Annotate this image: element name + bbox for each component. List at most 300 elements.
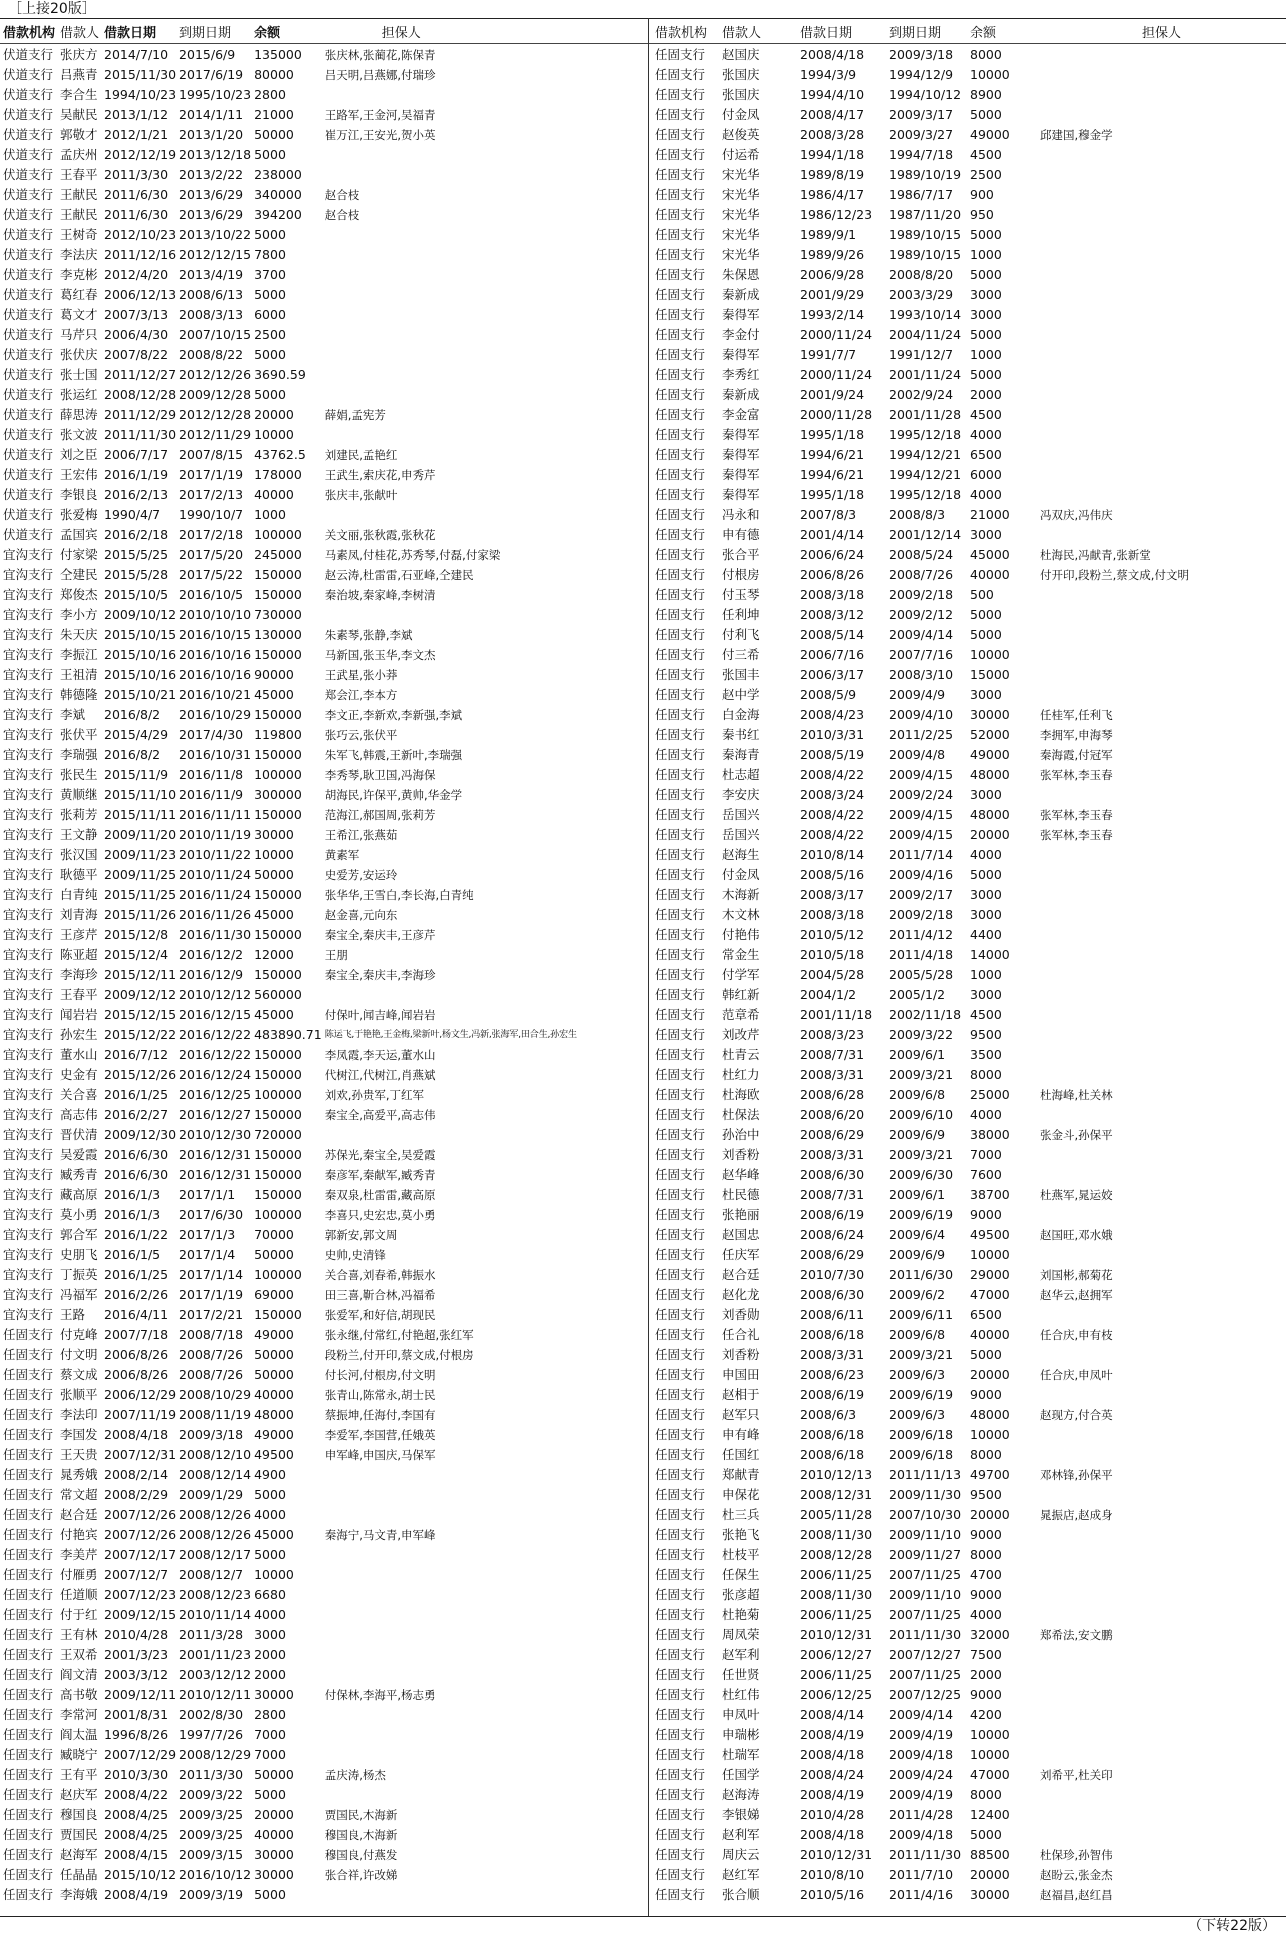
table-row bbox=[0, 1185, 662, 1205]
cell-guarantor: 张庆林,张蔺花,陈保青 bbox=[324, 48, 436, 62]
cell-loan-date: 2015/12/11 bbox=[104, 967, 177, 982]
cell-lender: 任固支行 bbox=[655, 1487, 706, 1502]
table-row bbox=[0, 1025, 662, 1045]
cell-loan-date: 2015/5/25 bbox=[104, 547, 169, 562]
cell-lender: 任固支行 bbox=[655, 787, 706, 802]
cell-lender: 任固支行 bbox=[655, 667, 706, 682]
table-row bbox=[0, 1685, 662, 1705]
table-row bbox=[0, 1445, 662, 1465]
cell-balance: 5000 bbox=[254, 1787, 286, 1802]
cell-loan-date: 2006/12/27 bbox=[800, 1647, 873, 1662]
cell-balance: 6000 bbox=[970, 467, 1002, 482]
cell-due-date: 2007/7/16 bbox=[889, 647, 954, 662]
cell-guarantor bbox=[322, 1625, 662, 1645]
cell-borrower: 任利坤 bbox=[722, 607, 760, 622]
table-row bbox=[652, 1605, 1286, 1625]
cell-guarantor bbox=[322, 1485, 662, 1505]
table-row bbox=[0, 925, 662, 945]
cell-borrower: 任国学 bbox=[722, 1767, 760, 1782]
cell-balance: 8900 bbox=[970, 87, 1002, 102]
cell-balance: 3000 bbox=[970, 787, 1002, 802]
header-loan-date: 借款日期 bbox=[104, 26, 157, 41]
cell-due-date: 2016/12/15 bbox=[179, 1007, 252, 1022]
cell-lender: 任固支行 bbox=[655, 1507, 706, 1522]
cell-guarantor bbox=[1022, 1745, 1286, 1765]
cell-loan-date: 2006/6/24 bbox=[800, 547, 865, 562]
cell-lender: 伏道支行 bbox=[3, 347, 54, 362]
cell-borrower: 关合喜 bbox=[60, 1087, 98, 1102]
cell-balance: 4400 bbox=[970, 927, 1002, 942]
cell-due-date: 1986/7/17 bbox=[889, 187, 954, 202]
cell-loan-date: 2008/6/19 bbox=[800, 1207, 865, 1222]
table-row bbox=[652, 1105, 1286, 1125]
cell-due-date: 2016/11/26 bbox=[179, 907, 252, 922]
cell-guarantor: 张爱军,和好信,胡现民 bbox=[324, 1308, 436, 1322]
cell-balance: 5000 bbox=[970, 867, 1002, 882]
table-row bbox=[0, 1785, 662, 1805]
continued-on-note: （下转22版） bbox=[1188, 1918, 1276, 1934]
cell-loan-date: 2008/4/14 bbox=[800, 1707, 865, 1722]
cell-borrower: 阎文清 bbox=[60, 1667, 98, 1682]
table-row bbox=[0, 1645, 662, 1665]
table-row bbox=[652, 185, 1286, 205]
cell-lender: 伏道支行 bbox=[3, 247, 54, 262]
table-row bbox=[652, 1245, 1286, 1265]
cell-due-date: 2010/11/19 bbox=[179, 827, 252, 842]
cell-lender: 宜沟支行 bbox=[3, 987, 54, 1002]
cell-guarantor bbox=[1022, 845, 1286, 865]
table-row bbox=[0, 405, 662, 425]
cell-due-date: 2009/4/15 bbox=[889, 827, 954, 842]
cell-loan-date: 2008/3/12 bbox=[800, 607, 865, 622]
cell-lender: 宜沟支行 bbox=[3, 867, 54, 882]
cell-balance: 1000 bbox=[970, 967, 1002, 982]
cell-borrower: 白青纯 bbox=[60, 887, 98, 902]
table-row bbox=[652, 625, 1286, 645]
cell-guarantor bbox=[322, 1605, 662, 1625]
table-row bbox=[652, 1745, 1286, 1765]
cell-lender: 宜沟支行 bbox=[3, 1087, 54, 1102]
cell-loan-date: 2008/4/18 bbox=[800, 47, 865, 62]
cell-lender: 任固支行 bbox=[655, 267, 706, 282]
cell-loan-date: 2007/12/31 bbox=[104, 1447, 177, 1462]
cell-balance: 150000 bbox=[254, 1067, 302, 1082]
cell-lender: 宜沟支行 bbox=[3, 1267, 54, 1282]
cell-lender: 任固支行 bbox=[655, 427, 706, 442]
cell-lender: 任固支行 bbox=[655, 1887, 706, 1902]
cell-due-date: 2009/3/15 bbox=[179, 1847, 244, 1862]
cell-balance: 10000 bbox=[254, 1567, 294, 1582]
cell-due-date: 2016/10/16 bbox=[179, 667, 252, 682]
cell-due-date: 2010/11/14 bbox=[179, 1607, 252, 1622]
cell-due-date: 2009/6/1 bbox=[889, 1187, 946, 1202]
cell-loan-date: 2008/4/23 bbox=[800, 707, 865, 722]
cell-guarantor bbox=[1022, 885, 1286, 905]
cell-due-date: 2017/2/18 bbox=[179, 527, 244, 542]
cell-loan-date: 2015/10/15 bbox=[104, 627, 177, 642]
cell-guarantor: 张军林,李玉春 bbox=[1040, 828, 1113, 842]
cell-lender: 任固支行 bbox=[655, 1267, 706, 1282]
cell-balance: 5000 bbox=[254, 1887, 286, 1902]
table-row bbox=[652, 1625, 1286, 1645]
table-row bbox=[0, 1325, 662, 1345]
cell-due-date: 2013/4/19 bbox=[179, 267, 244, 282]
cell-balance: 48000 bbox=[970, 1407, 1010, 1422]
cell-due-date: 1989/10/15 bbox=[889, 247, 962, 262]
cell-loan-date: 2008/6/11 bbox=[800, 1307, 865, 1322]
cell-guarantor: 穆国良,木海新 bbox=[324, 1828, 398, 1842]
table-row bbox=[652, 845, 1286, 865]
cell-balance: 6500 bbox=[970, 1307, 1002, 1322]
cell-guarantor bbox=[1022, 625, 1286, 645]
cell-guarantor bbox=[1022, 1025, 1286, 1045]
cell-loan-date: 2008/4/19 bbox=[800, 1727, 865, 1742]
cell-loan-date: 2010/4/28 bbox=[800, 1807, 865, 1822]
cell-due-date: 2005/5/28 bbox=[889, 967, 954, 982]
cell-borrower: 蔡文成 bbox=[60, 1367, 98, 1382]
cell-guarantor: 张巧云,张伏平 bbox=[324, 728, 398, 742]
cell-borrower: 李法庆 bbox=[60, 247, 98, 262]
cell-loan-date: 2008/6/3 bbox=[800, 1407, 857, 1422]
cell-lender: 任固支行 bbox=[655, 1867, 706, 1882]
cell-loan-date: 2006/4/30 bbox=[104, 327, 169, 342]
cell-balance: 52000 bbox=[970, 727, 1010, 742]
cell-loan-date: 2016/1/19 bbox=[104, 467, 169, 482]
cell-due-date: 2016/10/15 bbox=[179, 627, 252, 642]
cell-lender: 宜沟支行 bbox=[3, 1287, 54, 1302]
table-row bbox=[0, 1745, 662, 1765]
cell-guarantor: 张华华,王雪白,李长海,白青纯 bbox=[324, 888, 474, 902]
cell-loan-date: 1991/7/7 bbox=[800, 347, 857, 362]
table-row bbox=[652, 965, 1286, 985]
cell-balance: 150000 bbox=[254, 647, 302, 662]
cell-guarantor bbox=[322, 1745, 662, 1765]
cell-loan-date: 2008/3/28 bbox=[800, 127, 865, 142]
cell-guarantor: 孟庆涛,杨杰 bbox=[324, 1768, 386, 1782]
table-row bbox=[652, 1285, 1286, 1305]
cell-due-date: 2016/12/22 bbox=[179, 1027, 252, 1042]
cell-due-date: 2009/6/18 bbox=[889, 1427, 954, 1442]
cell-balance: 20000 bbox=[970, 827, 1010, 842]
cell-loan-date: 1990/4/7 bbox=[104, 507, 161, 522]
cell-lender: 任固支行 bbox=[655, 247, 706, 262]
cell-balance: 3000 bbox=[970, 907, 1002, 922]
header-borrower: 借款人 bbox=[722, 26, 762, 41]
table-row bbox=[652, 565, 1286, 585]
cell-due-date: 2009/3/25 bbox=[179, 1807, 244, 1822]
cell-lender: 任固支行 bbox=[655, 967, 706, 982]
cell-balance: 9000 bbox=[970, 1387, 1002, 1402]
cell-borrower: 张顺平 bbox=[60, 1387, 98, 1402]
cell-lender: 任固支行 bbox=[655, 127, 706, 142]
cell-borrower: 杜艳菊 bbox=[722, 1607, 760, 1622]
table-row bbox=[652, 1205, 1286, 1225]
cell-lender: 宜沟支行 bbox=[3, 727, 54, 742]
cell-lender: 伏道支行 bbox=[3, 307, 54, 322]
cell-lender: 任固支行 bbox=[655, 227, 706, 242]
cell-loan-date: 2007/3/13 bbox=[104, 307, 169, 322]
cell-lender: 任固支行 bbox=[655, 1187, 706, 1202]
cell-guarantor bbox=[1022, 1005, 1286, 1025]
cell-lender: 任固支行 bbox=[655, 327, 706, 342]
cell-lender: 任固支行 bbox=[655, 847, 706, 862]
cell-balance: 130000 bbox=[254, 627, 302, 642]
cell-guarantor: 秦双泉,杜雷雷,藏高原 bbox=[324, 1188, 436, 1202]
cell-lender: 伏道支行 bbox=[3, 507, 54, 522]
cell-balance: 30000 bbox=[970, 707, 1010, 722]
table-row bbox=[0, 745, 662, 765]
cell-due-date: 1994/12/9 bbox=[889, 67, 954, 82]
table-row bbox=[0, 1885, 662, 1905]
cell-lender: 任固支行 bbox=[655, 347, 706, 362]
cell-loan-date: 2008/4/18 bbox=[104, 1427, 169, 1442]
table-row bbox=[652, 905, 1286, 925]
cell-lender: 任固支行 bbox=[655, 1367, 706, 1382]
table-row bbox=[0, 605, 662, 625]
cell-balance: 50000 bbox=[254, 867, 294, 882]
cell-balance: 45000 bbox=[254, 687, 294, 702]
cell-guarantor bbox=[1022, 585, 1286, 605]
table-header-row bbox=[652, 20, 1286, 43]
table-row bbox=[652, 65, 1286, 85]
cell-loan-date: 2012/4/20 bbox=[104, 267, 169, 282]
cell-guarantor bbox=[322, 265, 662, 285]
cell-due-date: 2011/4/28 bbox=[889, 1807, 954, 1822]
cell-borrower: 李海珍 bbox=[60, 967, 98, 982]
cell-borrower: 郑献青 bbox=[722, 1467, 760, 1482]
cell-balance: 1000 bbox=[970, 347, 1002, 362]
cell-balance: 150000 bbox=[254, 807, 302, 822]
cell-balance: 14000 bbox=[970, 947, 1010, 962]
cell-loan-date: 2008/12/28 bbox=[104, 387, 177, 402]
cell-loan-date: 2008/4/25 bbox=[104, 1827, 169, 1842]
cell-borrower: 张艳丽 bbox=[722, 1207, 760, 1222]
cell-due-date: 2009/2/24 bbox=[889, 787, 954, 802]
cell-loan-date: 2008/4/18 bbox=[800, 1827, 865, 1842]
cell-lender: 任固支行 bbox=[655, 1547, 706, 1562]
cell-loan-date: 2016/6/30 bbox=[104, 1147, 169, 1162]
table-row bbox=[652, 325, 1286, 345]
cell-loan-date: 2008/6/30 bbox=[800, 1167, 865, 1182]
table-row bbox=[652, 1345, 1286, 1365]
cell-lender: 伏道支行 bbox=[3, 267, 54, 282]
cell-guarantor: 段粉兰,付开印,蔡文成,付根房 bbox=[324, 1348, 474, 1362]
cell-due-date: 2011/11/13 bbox=[889, 1467, 962, 1482]
cell-guarantor: 李文正,李新欢,李新强,李斌 bbox=[324, 708, 463, 722]
cell-guarantor: 黄素军 bbox=[324, 848, 360, 862]
cell-balance: 10000 bbox=[970, 647, 1010, 662]
table-row bbox=[652, 765, 1286, 785]
cell-borrower: 王春平 bbox=[60, 167, 98, 182]
table-row bbox=[0, 985, 662, 1005]
table-row bbox=[652, 465, 1286, 485]
cell-loan-date: 2008/4/22 bbox=[800, 827, 865, 842]
cell-lender: 任固支行 bbox=[655, 1647, 706, 1662]
cell-guarantor bbox=[1022, 1065, 1286, 1085]
cell-balance: 25000 bbox=[970, 1087, 1010, 1102]
cell-due-date: 2009/4/18 bbox=[889, 1827, 954, 1842]
cell-loan-date: 2006/12/25 bbox=[800, 1687, 873, 1702]
cell-due-date: 2009/4/10 bbox=[889, 707, 954, 722]
cell-loan-date: 2008/6/24 bbox=[800, 1227, 865, 1242]
cell-balance: 48000 bbox=[254, 1407, 294, 1422]
table-row bbox=[652, 1365, 1286, 1385]
cell-borrower: 王春平 bbox=[60, 987, 98, 1002]
cell-due-date: 2008/12/17 bbox=[179, 1547, 252, 1562]
cell-lender: 任固支行 bbox=[3, 1527, 54, 1542]
cell-due-date: 2009/3/25 bbox=[179, 1827, 244, 1842]
cell-due-date: 2017/4/30 bbox=[179, 727, 244, 742]
cell-borrower: 任晶晶 bbox=[60, 1867, 98, 1882]
cell-due-date: 2009/3/17 bbox=[889, 107, 954, 122]
cell-lender: 伏道支行 bbox=[3, 447, 54, 462]
table-row bbox=[652, 1445, 1286, 1465]
cell-due-date: 2016/11/8 bbox=[179, 767, 244, 782]
cell-borrower: 赵军只 bbox=[722, 1407, 760, 1422]
cell-balance: 30000 bbox=[254, 1867, 294, 1882]
cell-borrower: 臧晓宁 bbox=[60, 1747, 98, 1762]
cell-loan-date: 2015/11/25 bbox=[104, 887, 177, 902]
cell-borrower: 周庆云 bbox=[722, 1847, 760, 1862]
cell-borrower: 张国庆 bbox=[722, 87, 760, 102]
table-row bbox=[0, 43, 662, 65]
cell-balance: 9000 bbox=[970, 1587, 1002, 1602]
cell-loan-date: 2011/12/16 bbox=[104, 247, 177, 262]
table-row bbox=[652, 165, 1286, 185]
cell-borrower: 赵海军 bbox=[60, 1847, 98, 1862]
cell-due-date: 2009/6/9 bbox=[889, 1127, 946, 1142]
cell-lender: 任固支行 bbox=[655, 767, 706, 782]
cell-balance: 48000 bbox=[970, 807, 1010, 822]
cell-guarantor bbox=[1022, 1485, 1286, 1505]
cell-borrower: 王天贵 bbox=[60, 1447, 98, 1462]
cell-balance: 2000 bbox=[970, 387, 1002, 402]
cell-due-date: 2008/8/3 bbox=[889, 507, 946, 522]
cell-borrower: 王彦芹 bbox=[60, 927, 98, 942]
cell-lender: 任固支行 bbox=[3, 1427, 54, 1442]
cell-guarantor: 赵合枝 bbox=[324, 188, 360, 202]
cell-borrower: 付根房 bbox=[722, 567, 760, 582]
cell-guarantor bbox=[1022, 1105, 1286, 1125]
cell-due-date: 2011/11/30 bbox=[889, 1847, 962, 1862]
cell-lender: 任固支行 bbox=[3, 1867, 54, 1882]
cell-guarantor bbox=[1022, 43, 1286, 65]
cell-borrower: 王双希 bbox=[60, 1647, 98, 1662]
cell-borrower: 申有德 bbox=[722, 527, 760, 542]
cell-guarantor bbox=[1022, 905, 1286, 925]
cell-guarantor bbox=[322, 325, 662, 345]
cell-due-date: 2007/11/25 bbox=[889, 1607, 962, 1622]
cell-lender: 伏道支行 bbox=[3, 367, 54, 382]
cell-guarantor bbox=[322, 305, 662, 325]
cell-balance: 7000 bbox=[254, 1747, 286, 1762]
cell-borrower: 付文明 bbox=[60, 1347, 98, 1362]
cell-loan-date: 2006/8/26 bbox=[800, 567, 865, 582]
table-row bbox=[652, 1885, 1286, 1905]
cell-due-date: 2016/12/31 bbox=[179, 1167, 252, 1182]
cell-guarantor: 付保林,李海平,杨志勇 bbox=[324, 1688, 436, 1702]
cell-lender: 宜沟支行 bbox=[3, 1207, 54, 1222]
cell-balance: 20000 bbox=[254, 1807, 294, 1822]
cell-lender: 任固支行 bbox=[655, 287, 706, 302]
cell-lender: 宜沟支行 bbox=[3, 1227, 54, 1242]
cell-loan-date: 2010/3/31 bbox=[800, 727, 865, 742]
cell-due-date: 2011/3/30 bbox=[179, 1767, 244, 1782]
table-row bbox=[652, 1005, 1286, 1025]
cell-guarantor bbox=[1022, 865, 1286, 885]
cell-borrower: 赵相于 bbox=[722, 1387, 760, 1402]
cell-guarantor: 苏保光,秦宝全,吴爱霞 bbox=[324, 1148, 436, 1162]
cell-lender: 任固支行 bbox=[655, 1287, 706, 1302]
cell-due-date: 2013/10/22 bbox=[179, 227, 252, 242]
table-row bbox=[0, 1865, 662, 1885]
cell-guarantor: 马素凤,付桂花,苏秀琴,付磊,付家梁 bbox=[324, 548, 501, 562]
cell-borrower: 吕燕青 bbox=[60, 67, 98, 82]
table-row bbox=[652, 1505, 1286, 1525]
cell-guarantor: 史帅,史清锋 bbox=[324, 1248, 386, 1262]
cell-loan-date: 2016/1/25 bbox=[104, 1087, 169, 1102]
table-row bbox=[652, 265, 1286, 285]
cell-loan-date: 2011/11/30 bbox=[104, 427, 177, 442]
cell-borrower: 张士国 bbox=[60, 367, 98, 382]
cell-due-date: 2009/6/18 bbox=[889, 1447, 954, 1462]
cell-guarantor bbox=[1022, 145, 1286, 165]
cell-due-date: 2009/2/18 bbox=[889, 587, 954, 602]
cell-guarantor: 吕天明,吕燕娜,付瑞珍 bbox=[324, 68, 436, 82]
cell-loan-date: 1989/9/26 bbox=[800, 247, 865, 262]
cell-guarantor bbox=[1022, 1165, 1286, 1185]
cell-borrower: 宋光华 bbox=[722, 207, 760, 222]
cell-loan-date: 2006/12/13 bbox=[104, 287, 177, 302]
cell-lender: 任固支行 bbox=[655, 1827, 706, 1842]
cell-guarantor: 冯双庆,冯伟庆 bbox=[1040, 508, 1113, 522]
cell-guarantor bbox=[1022, 365, 1286, 385]
cell-borrower: 付雁勇 bbox=[60, 1567, 98, 1582]
cell-borrower: 任合礼 bbox=[722, 1327, 760, 1342]
cell-loan-date: 2008/6/20 bbox=[800, 1107, 865, 1122]
table-row bbox=[0, 1565, 662, 1585]
cell-guarantor bbox=[1022, 1205, 1286, 1225]
cell-loan-date: 2015/11/30 bbox=[104, 67, 177, 82]
table-row bbox=[0, 265, 662, 285]
table-row bbox=[652, 545, 1286, 565]
cell-balance: 150000 bbox=[254, 1107, 302, 1122]
cell-loan-date: 1994/10/23 bbox=[104, 87, 177, 102]
cell-loan-date: 2015/11/11 bbox=[104, 807, 177, 822]
cell-due-date: 2011/4/18 bbox=[889, 947, 954, 962]
cell-guarantor: 关文丽,张秋霞,张秋花 bbox=[324, 528, 436, 542]
cell-guarantor bbox=[322, 345, 662, 365]
cell-borrower: 刘改芹 bbox=[722, 1027, 760, 1042]
cell-guarantor: 王路军,王金河,吴福青 bbox=[324, 108, 436, 122]
cell-guarantor: 赵合枝 bbox=[324, 208, 360, 222]
cell-balance: 150000 bbox=[254, 567, 302, 582]
cell-due-date: 2009/12/28 bbox=[179, 387, 252, 402]
cell-loan-date: 2015/12/26 bbox=[104, 1067, 177, 1082]
cell-borrower: 刘香粉 bbox=[722, 1147, 760, 1162]
cell-loan-date: 1994/6/21 bbox=[800, 467, 865, 482]
cell-guarantor: 赵现方,付合英 bbox=[1040, 1408, 1113, 1422]
cell-balance: 6500 bbox=[970, 447, 1002, 462]
cell-due-date: 2009/11/27 bbox=[889, 1547, 962, 1562]
cell-guarantor bbox=[1022, 1545, 1286, 1565]
table-row bbox=[652, 1405, 1286, 1425]
cell-borrower: 晁秀娥 bbox=[60, 1467, 98, 1482]
cell-due-date: 2007/11/25 bbox=[889, 1667, 962, 1682]
cell-guarantor bbox=[1022, 1245, 1286, 1265]
cell-balance: 560000 bbox=[254, 987, 302, 1002]
table-row bbox=[0, 945, 662, 965]
